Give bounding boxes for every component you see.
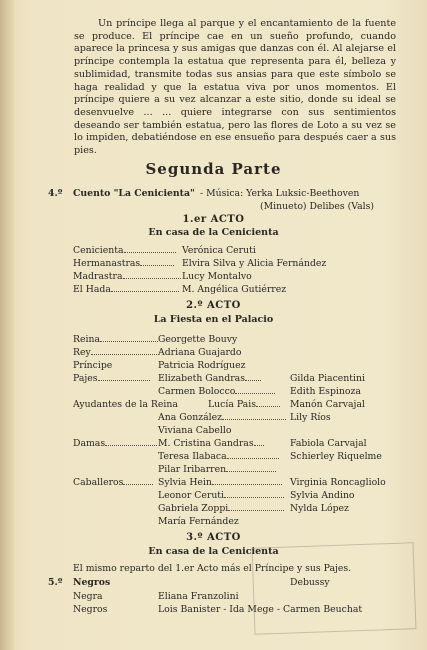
cast-role: Caballeros bbox=[73, 477, 124, 488]
dot-leader bbox=[222, 419, 286, 420]
cast-role: Cenicienta bbox=[73, 245, 124, 256]
item-4-title: Cuento "La Cenicienta" bbox=[73, 188, 195, 199]
cast-name: Lois Banister - Ida Mege - Carmen Beuchat bbox=[158, 604, 363, 615]
cast-name: Lily Ríos bbox=[290, 412, 331, 423]
item-4-music: - Música: Yerka Luksic-Beethoven bbox=[200, 188, 360, 199]
cast-name: M. Cristina Gandras bbox=[158, 438, 254, 449]
cast-row bbox=[73, 373, 150, 384]
cast-name: Leonor Ceruti bbox=[158, 490, 225, 501]
cast-name: Edith Espinoza bbox=[290, 386, 361, 397]
dot-leader bbox=[254, 445, 264, 446]
cast-name: Verónica Ceruti bbox=[182, 245, 256, 256]
cast-name: Georgette Bouvy bbox=[158, 334, 238, 345]
cast-row bbox=[73, 245, 176, 256]
cast-name: Gabriela Zoppi bbox=[158, 503, 229, 514]
cast-row bbox=[73, 271, 181, 282]
cast-name: Patricia Rodríguez bbox=[158, 360, 246, 371]
item-5-title: Negros bbox=[73, 577, 111, 588]
act-2-label: 2.º ACTO bbox=[186, 300, 241, 311]
dot-leader bbox=[123, 278, 181, 279]
dot-leader bbox=[212, 484, 282, 485]
dot-leader bbox=[245, 380, 261, 381]
dot-leader bbox=[256, 406, 280, 407]
cast-role: Damas bbox=[73, 438, 106, 449]
dot-leader bbox=[100, 341, 158, 342]
cast-name: Adriana Guajardo bbox=[158, 347, 242, 358]
act-3-subtitle: En casa de la Cenicienta bbox=[148, 546, 279, 557]
cast-row bbox=[158, 464, 276, 475]
act-1-subtitle: En casa de la Cenicienta bbox=[148, 227, 279, 238]
cast-name: Schierley Riquelme bbox=[290, 451, 382, 462]
synopsis-paragraph: Un príncipe llega al parque y el encantamiento de la fuente se produce. El príncipe cae en un sueño profundo, cuando aparece la princesa y sus amigas que danzas con él. Al alejarse el príncipe contempla la estatua que representa para él, belleza y sublimidad, transmite todas sus ansias para que este símbolo se haga realidad y que la estatua viva por unos momentos. El príncipe quiere a su vez alcanzar a este sitio, donde su ideal se desenvuelve ... ... quiere integrarse con sus sentimientos deseando ser también estatua, pero las flores de Loto a su vez se lo impiden, debatiéndose en ese ensueño para después caer a sus pies. bbox=[74, 18, 396, 157]
cast-row bbox=[158, 451, 279, 462]
cast-row bbox=[158, 412, 286, 423]
cast-row bbox=[158, 438, 264, 449]
cast-name: Fabiola Carvajal bbox=[290, 438, 367, 449]
cast-row bbox=[73, 334, 158, 345]
cast-name: Lucy Montalvo bbox=[182, 271, 252, 282]
dot-leader bbox=[228, 510, 284, 511]
dot-leader bbox=[105, 445, 157, 446]
dot-leader bbox=[140, 265, 174, 266]
dot-leader bbox=[227, 458, 279, 459]
cast-name: Sylvia Andino bbox=[290, 490, 355, 501]
cast-row bbox=[158, 490, 284, 501]
dot-leader bbox=[98, 380, 150, 381]
faint-stamp-mark bbox=[252, 542, 417, 635]
cast-name: Teresa Ilabaca bbox=[158, 451, 227, 462]
dot-leader bbox=[235, 393, 275, 394]
dot-leader bbox=[123, 484, 153, 485]
cast-row bbox=[208, 399, 280, 410]
act-1-label: 1.er ACTO bbox=[182, 214, 245, 225]
cast-name: Elvira Silva y Alicia Fernández bbox=[182, 258, 327, 269]
cast-role: Rey bbox=[73, 347, 91, 358]
cast-role: El Hada bbox=[73, 284, 111, 295]
cast-row bbox=[73, 284, 179, 295]
cast-role: Pajes bbox=[73, 373, 98, 384]
cast-row bbox=[158, 386, 275, 397]
dot-leader bbox=[224, 497, 284, 498]
dot-leader bbox=[91, 354, 157, 355]
dot-leader bbox=[124, 252, 176, 253]
cast-name: María Fernández bbox=[158, 516, 239, 527]
cast-role: Reina bbox=[73, 334, 101, 345]
item-5-composer: Debussy bbox=[290, 577, 330, 588]
cast-name: Carmen Bolocco bbox=[158, 386, 236, 397]
cast-role: Madrastra bbox=[73, 271, 123, 282]
item-5-number: 5.º bbox=[48, 577, 63, 588]
act-3-label: 3.º ACTO bbox=[186, 532, 241, 543]
cast-row bbox=[73, 258, 174, 269]
cast-role: Negra bbox=[73, 591, 103, 602]
item-4-number: 4.º bbox=[48, 188, 63, 199]
cast-name: Gilda Piacentini bbox=[290, 373, 365, 384]
cast-name: Nylda López bbox=[290, 503, 349, 514]
cast-name: M. Angélica Gutiérrez bbox=[182, 284, 287, 295]
cast-name: Elizabeth Gandras bbox=[158, 373, 245, 384]
item-4-music-continued: (Minueto) Delibes (Vals) bbox=[260, 201, 374, 212]
cast-name: Lucía Pais bbox=[208, 399, 256, 410]
cast-row bbox=[73, 438, 157, 449]
cast-role: Ayudantes de la Reina bbox=[73, 399, 178, 410]
cast-row bbox=[158, 477, 282, 488]
cast-role: Príncipe bbox=[73, 360, 113, 371]
cast-name: Pilar Iribarren bbox=[158, 464, 227, 475]
cast-role: Negros bbox=[73, 604, 108, 615]
dot-leader bbox=[111, 291, 179, 292]
cast-name: Viviana Cabello bbox=[158, 425, 232, 436]
cast-role: Hermanastras bbox=[73, 258, 141, 269]
dot-leader bbox=[226, 471, 276, 472]
cast-row bbox=[158, 373, 261, 384]
act-3-note: El mismo reparto del 1.er Acto más el Príncipe y sus Pajes. bbox=[73, 563, 352, 574]
cast-row bbox=[73, 347, 157, 358]
cast-name: Virginia Roncagliolo bbox=[290, 477, 386, 488]
act-2-subtitle: La Fiesta en el Palacio bbox=[153, 314, 274, 325]
cast-name: Manón Carvajal bbox=[290, 399, 365, 410]
cast-name: Eliana Franzolini bbox=[158, 591, 239, 602]
cast-row bbox=[73, 477, 153, 488]
cast-name: Ana González bbox=[158, 412, 223, 423]
cast-row bbox=[158, 503, 284, 514]
part-title: Segunda Parte bbox=[145, 160, 282, 178]
cast-name: Sylvia Hein bbox=[158, 477, 212, 488]
